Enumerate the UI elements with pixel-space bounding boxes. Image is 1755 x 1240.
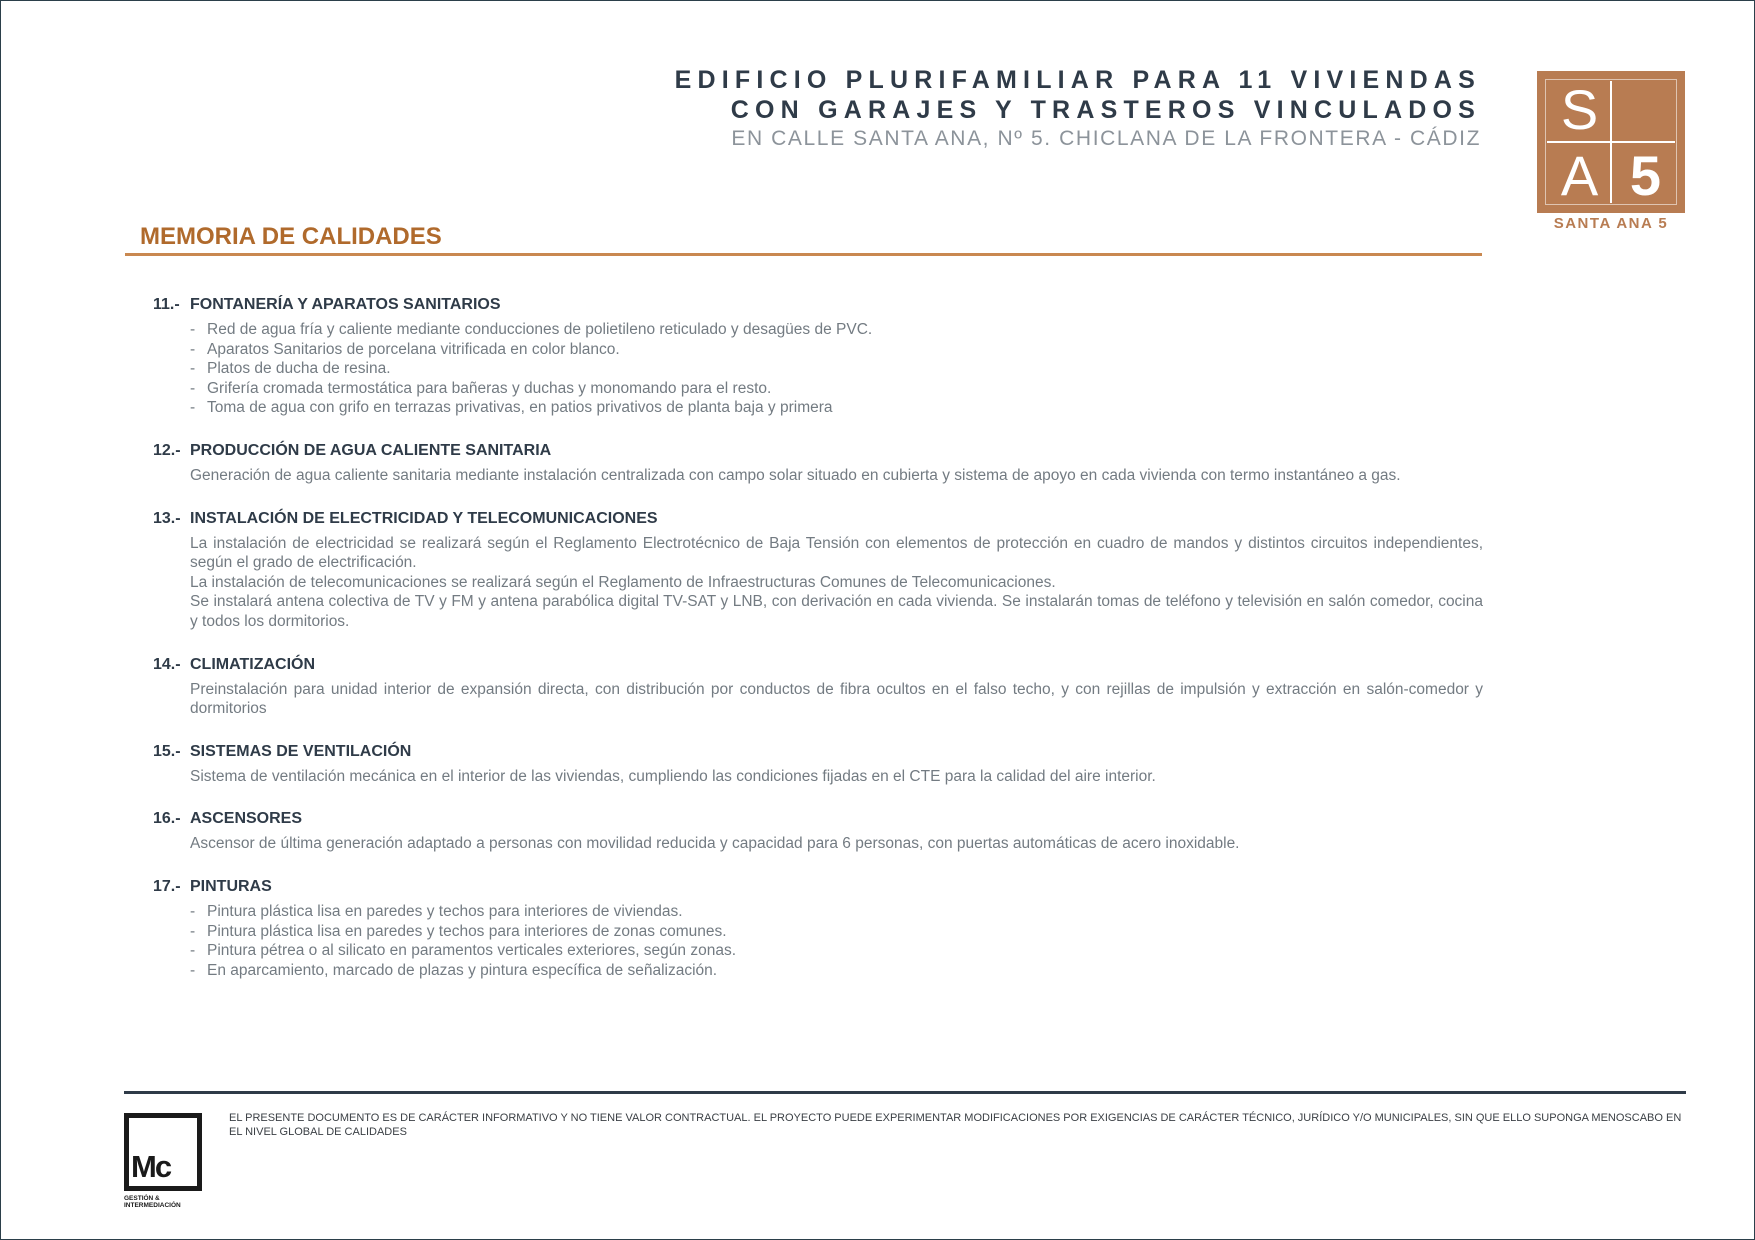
spec-paragraph: Preinstalación para unidad interior de expansión directa, con distribución por conductos de fibra ocultos en el falso techo, y con rejillas de impulsión y extracción en salón-comedor y dormitorios xyxy=(190,680,1483,718)
spec-item-title-text: PINTURAS xyxy=(190,877,272,895)
spec-item xyxy=(153,875,1483,980)
logo-letter-a: A xyxy=(1560,144,1599,207)
spec-item xyxy=(153,507,1483,632)
title-line-2: CON GARAJES Y TRASTEROS VINCULADOS xyxy=(730,96,1481,124)
spec-item-title-text: FONTANERÍA Y APARATOS SANITARIOS xyxy=(190,296,501,313)
spec-item-title xyxy=(153,439,1483,463)
spec-paragraph: Se instalará antena colectiva de TV y FM y antena parabólica digital TV-SAT y LNB, con derivación en cada vivienda. Se instalarán tomas de teléfono y televisión en salón comedor, cocina y todos los dormitorios. xyxy=(190,593,1483,630)
spec-item-title xyxy=(153,740,1483,764)
spec-bullet: - Pintura pétrea o al silicato en paramentos verticales exteriores, según zonas. xyxy=(190,941,1483,961)
spec-item-title xyxy=(153,875,1483,899)
spec-item-title xyxy=(153,653,1483,677)
spec-bullet-list xyxy=(153,320,1483,418)
logo-caption: SANTA ANA 5 xyxy=(1553,215,1669,232)
spec-item-title-text: SISTEMAS DE VENTILACIÓN xyxy=(190,742,412,760)
section-heading: MEMORIA DE CALIDADES xyxy=(140,223,442,250)
spec-item-title-text: ASCENSORES xyxy=(190,810,303,828)
spec-item-title xyxy=(153,807,1483,831)
spec-bullet: - Pintura plástica lisa en paredes y techos para interiores de viviendas. xyxy=(190,902,1483,922)
spec-bullet: - Toma de agua con grifo en terrazas privativas, en patios privativos de planta baja y primera xyxy=(190,398,1483,418)
spec-bullet: - Platos de ducha de resina. xyxy=(190,359,1483,379)
spec-paragraph: Sistema de ventilación mecánica en el interior de las viviendas, cumpliendo las condiciones fijadas en el CTE para la calidad del aire interior. xyxy=(190,767,1156,785)
spec-item-title xyxy=(153,507,1483,531)
spec-item xyxy=(153,807,1483,854)
spec-item-number: 13.- xyxy=(153,509,181,527)
spec-paragraph: La instalación de telecomunicaciones se realizará según el Reglamento de Infraestructuras Comunes de Telecomunicaciones. xyxy=(190,573,1056,591)
spec-item xyxy=(153,740,1483,787)
spec-item xyxy=(153,653,1483,719)
mc-logo-box xyxy=(124,1113,202,1191)
spec-item xyxy=(153,293,1483,418)
spec-bullet: - Grifería cromada termostática para bañeras y duchas y monomando para el resto. xyxy=(190,379,1483,399)
spec-item-number: 16.- xyxy=(153,810,181,828)
spec-item-number: 11.- xyxy=(153,296,180,313)
logo-number-5: 5 xyxy=(1629,144,1662,207)
spec-bullet: - En aparcamiento, marcado de plazas y pintura específica de señalización. xyxy=(190,961,1483,981)
footer-rule xyxy=(124,1091,1686,1094)
spec-item-number: 17.- xyxy=(153,877,181,895)
mc-logo-text: Mc xyxy=(131,1149,171,1184)
specifications-list xyxy=(153,293,1483,1001)
disclaimer-text: EL PRESENTE DOCUMENTO ES DE CARÁCTER INFORMATIVO Y NO TIENE VALOR CONTRACTUAL. EL PROYECTO PUEDE EXPERIMENTAR MODIFICACIONES POR EXIGENCIAS DE CARÁCTER TÉCNICO, JURÍDICO Y/O MUNICIPALES, SIN QUE ELLO SUPONGA MENOSCABO EN EL NIVEL GLOBAL DE CALIDADES xyxy=(229,1112,1682,1138)
mc-logo xyxy=(124,1113,202,1209)
logo-letter-s: S xyxy=(1560,78,1599,141)
spec-item-number: 15.- xyxy=(153,742,181,760)
address-subtitle: EN CALLE SANTA ANA, Nº 5. CHICLANA DE LA FRONTERA - CÁDIZ xyxy=(731,127,1481,150)
spec-item-number: 14.- xyxy=(153,655,181,673)
spec-bullet: - Pintura plástica lisa en paredes y techos para interiores de zonas comunes. xyxy=(190,922,1483,942)
spec-paragraph: Ascensor de última generación adaptado a personas con movilidad reducida y capacidad para 6 personas, con puertas automáticas de acero inoxidable. xyxy=(190,835,1240,853)
document-header xyxy=(675,65,1481,153)
spec-paragraph: La instalación de electricidad se realizará según el Reglamento Electrotécnico de Baja Tensión con elementos de protección en cuadro de mandos y distintos circuitos independientes, según el grado de electrificación. xyxy=(190,534,1483,572)
santa-ana-5-logo xyxy=(1537,71,1685,213)
spec-item-title-text: CLIMATIZACIÓN xyxy=(190,655,316,673)
spec-item-title-text: INSTALACIÓN DE ELECTRICIDAD Y TELECOMUNICACIONES xyxy=(190,509,658,527)
mc-logo-subtitle: GESTIÓN & INTERMEDIACIÓN xyxy=(124,1195,181,1209)
spec-bullet-list xyxy=(153,902,1483,980)
spec-bullet: - Aparatos Sanitarios de porcelana vitrificada en color blanco. xyxy=(190,340,1483,360)
title-line-1: EDIFICIO PLURIFAMILIAR PARA 11 VIVIENDAS xyxy=(674,66,1481,94)
spec-item-title xyxy=(153,293,1483,317)
spec-paragraph: Generación de agua caliente sanitaria mediante instalación centralizada con campo solar situado en cubierta y sistema de apoyo en cada vivienda con termo instantáneo a gas. xyxy=(190,466,1401,484)
spec-item-number: 12.- xyxy=(153,441,181,459)
spec-item xyxy=(153,439,1483,486)
spec-bullet: - Red de agua fría y caliente mediante conducciones de polietileno reticulado y desagües de PVC. xyxy=(190,320,1483,340)
spec-item-title-text: PRODUCCIÓN DE AGUA CALIENTE SANITARIA xyxy=(190,441,552,459)
heading-rule xyxy=(125,253,1482,256)
